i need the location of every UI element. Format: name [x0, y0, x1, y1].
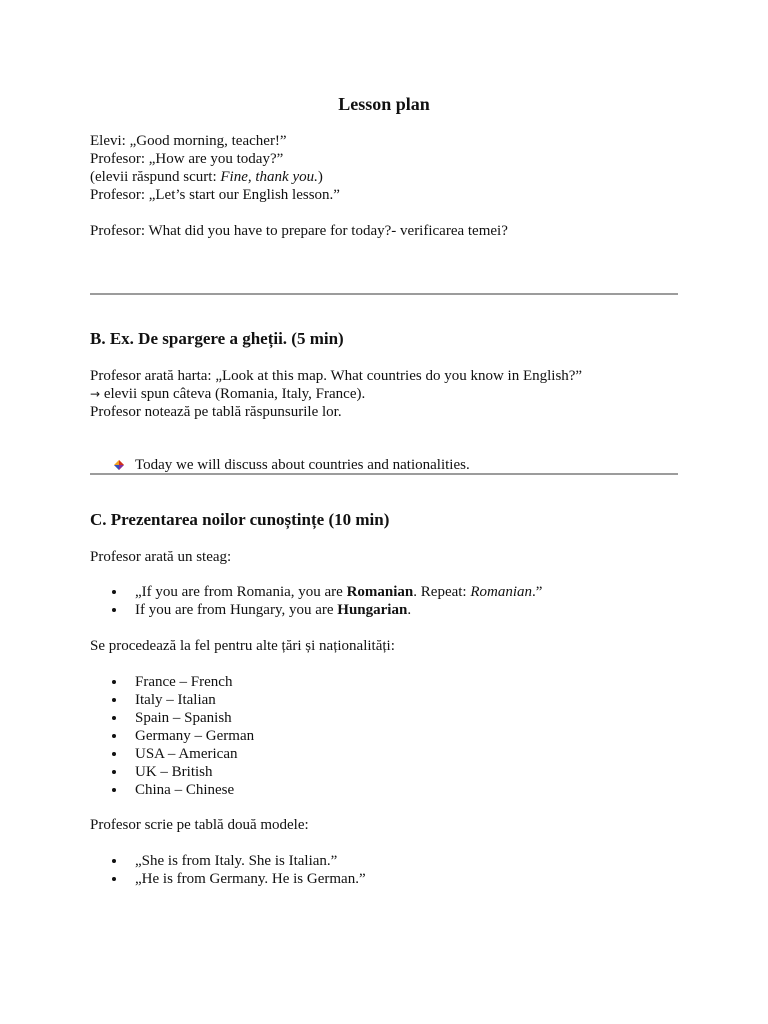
list-item: Italy – Italian: [90, 691, 678, 709]
model-sentences: [90, 852, 678, 888]
intro-line-3-a: (elevii răspund scurt:: [90, 169, 221, 185]
section-b-line-3: Profesor notează pe tablă răspunsurile lor.: [90, 404, 342, 420]
list-item: „If you are from Romania, you are Romanian. Repeat: Romanian.”: [90, 583, 678, 601]
section-c-heading: C. Prezentarea noilor cunoștințe (10 min): [90, 510, 390, 529]
list-item: USA – American: [90, 745, 678, 763]
list-item: If you are from Hungary, you are Hungarian.: [90, 601, 678, 619]
section-b-line-2: [90, 385, 678, 403]
section-b-heading: B. Ex. De spargere a gheții. (5 min): [90, 329, 344, 348]
page-title: Lesson plan: [338, 94, 430, 114]
bullet-dot-icon: [112, 698, 116, 702]
bullet-dot-icon: [112, 608, 116, 612]
list-item: China – Chinese: [90, 781, 678, 799]
divider-2: [90, 473, 678, 475]
list-item: Germany – German: [90, 727, 678, 745]
intro-line-4: Profesor: „Let’s start our English lesson.”: [90, 187, 340, 203]
intro-line-3-c: ): [317, 169, 323, 185]
section-c-intro: [90, 548, 678, 566]
divider-1: [90, 293, 678, 295]
section-c-procedure: [90, 637, 678, 655]
country-nationality-list: [90, 673, 678, 799]
list-item: France – French: [90, 673, 678, 691]
section-b-highlight: [90, 456, 678, 474]
intro-line-3-italic: Fine, thank you.: [220, 169, 318, 185]
intro-line-3: [90, 168, 678, 186]
intro-line-5: Profesor: What did you have to prepare for today?- verificarea temei?: [90, 223, 508, 239]
section-b-line-2-text: elevii spun câteva (Romania, Italy, France).: [100, 386, 366, 402]
intro-line-2: Profesor: „How are you today?”: [90, 151, 284, 167]
list-item: „He is from Germany. He is German.”: [90, 870, 678, 888]
homework-check: [90, 222, 678, 240]
list-item: Spain – Spanish: [90, 709, 678, 727]
section-c-models-intro: [90, 816, 678, 834]
section-b-body: [90, 367, 678, 421]
bullet-dot-icon: [112, 716, 116, 720]
section-c-line-3: Profesor scrie pe tablă două modele:: [90, 817, 309, 833]
list-item: UK – British: [90, 763, 678, 781]
section-b-line-1: Profesor arată harta: „Look at this map. What countries do you know in English?”: [90, 368, 583, 384]
section-c-line-1: Profesor arată un steag:: [90, 549, 232, 565]
bullet-dot-icon: [112, 877, 116, 881]
bullet-dot-icon: [112, 590, 116, 594]
right-arrow-icon: →: [90, 387, 101, 401]
list-item: „She is from Italy. She is Italian.”: [90, 852, 678, 870]
diamond-bullet-icon: [114, 460, 124, 470]
bullet-dot-icon: [112, 770, 116, 774]
bullet-dot-icon: [112, 859, 116, 863]
bullet-dot-icon: [112, 752, 116, 756]
intro-line-1: Elevi: „Good morning, teacher!”: [90, 133, 287, 149]
bullet-dot-icon: [112, 734, 116, 738]
section-c-line-2: Se procedează la fel pentru alte țări și naționalități:: [90, 638, 395, 654]
bullet-dot-icon: [112, 680, 116, 684]
intro-dialogue: [90, 132, 678, 204]
bullet-dot-icon: [112, 788, 116, 792]
highlight-item: [90, 456, 678, 474]
nationality-examples: [90, 583, 678, 619]
highlight-text: Today we will discuss about countries and nationalities.: [135, 457, 470, 473]
